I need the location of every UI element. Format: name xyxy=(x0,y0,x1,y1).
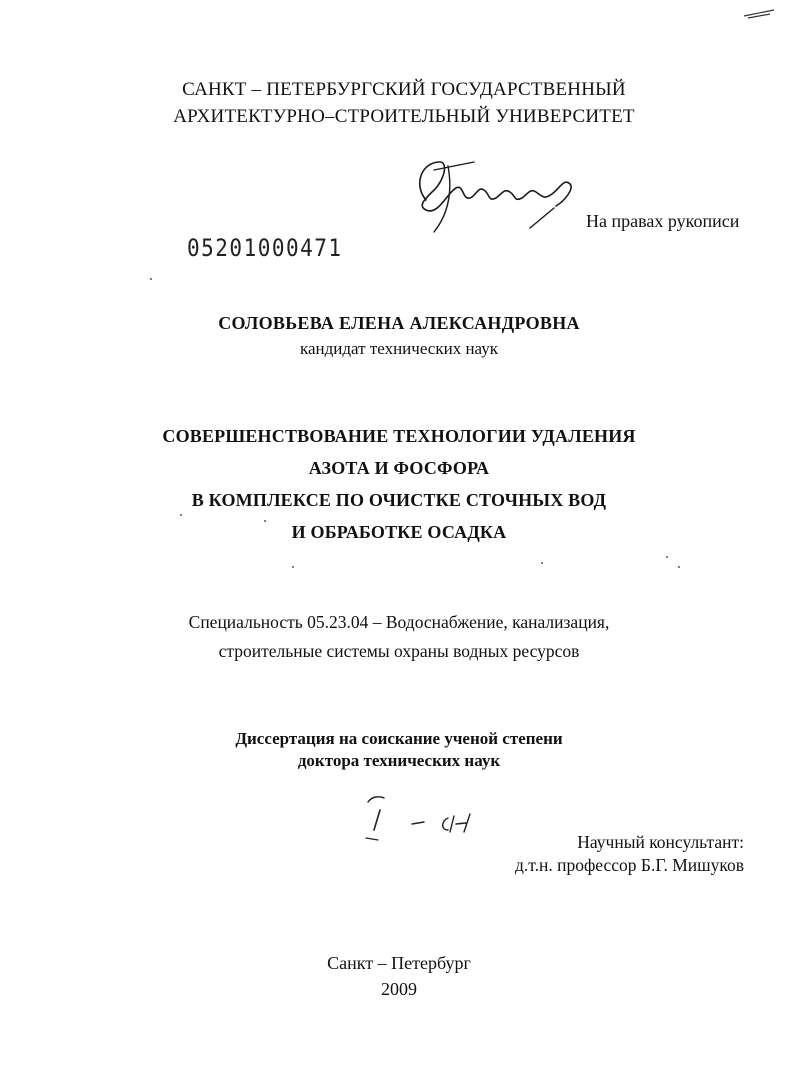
university-header xyxy=(0,76,798,130)
dissertation-line-1: Диссертация на соискание ученой степени xyxy=(235,729,563,748)
title-line-4: И ОБРАБОТКЕ ОСАДКА xyxy=(291,522,507,542)
author-degree: кандидат технических наук xyxy=(300,339,498,358)
specialty xyxy=(0,608,798,666)
dissertation-degree xyxy=(0,728,798,772)
scan-speck xyxy=(292,566,294,568)
title-line-2: АЗОТА И ФОСФОРА xyxy=(308,458,490,478)
scan-speck xyxy=(541,562,543,564)
author-name: СОЛОВЬЕВА ЕЛЕНА АЛЕКСАНДРОВНА xyxy=(218,313,580,333)
scan-speck xyxy=(678,566,680,568)
pen-mark-icon xyxy=(740,6,780,20)
title-line-1: СОВЕРШЕНСТВОВАНИЕ ТЕХНОЛОГИИ УДАЛЕНИЯ xyxy=(162,426,636,446)
dissertation-title xyxy=(0,420,798,548)
handwritten-note-icon xyxy=(362,790,492,848)
signature-icon xyxy=(404,148,584,240)
specialty-line-2: строительные системы охраны водных ресурсов xyxy=(218,641,580,661)
year: 2009 xyxy=(381,979,417,999)
scan-speck xyxy=(180,514,182,516)
university-line-2: АРХИТЕКТУРНО–СТРОИТЕЛЬНЫЙ УНИВЕРСИТЕТ xyxy=(173,106,635,127)
title-line-3: В КОМПЛЕКСЕ ПО ОЧИСТКЕ СТОЧНЫХ ВОД xyxy=(191,490,607,510)
rights-note: На правах рукописи xyxy=(586,211,740,231)
city: Санкт – Петербург xyxy=(327,953,471,973)
consultant-name: д.т.н. профессор Б.Г. Мишуков xyxy=(514,855,744,875)
scan-speck xyxy=(150,278,152,280)
specialty-line-1: Специальность 05.23.04 – Водоснабжение, канализация, xyxy=(188,612,610,632)
dissertation-line-2: доктора технических наук xyxy=(297,751,501,770)
scan-speck xyxy=(264,520,266,522)
university-line-1: САНКТ – ПЕТЕРБУРГСКИЙ ГОСУДАРСТВЕННЫЙ xyxy=(182,79,626,100)
consultant-label: Научный консультант: xyxy=(577,832,744,852)
scan-speck xyxy=(666,556,668,558)
city-year xyxy=(0,950,798,1002)
archive-number: 05201000471 xyxy=(187,234,343,262)
scientific-consultant xyxy=(494,831,744,877)
